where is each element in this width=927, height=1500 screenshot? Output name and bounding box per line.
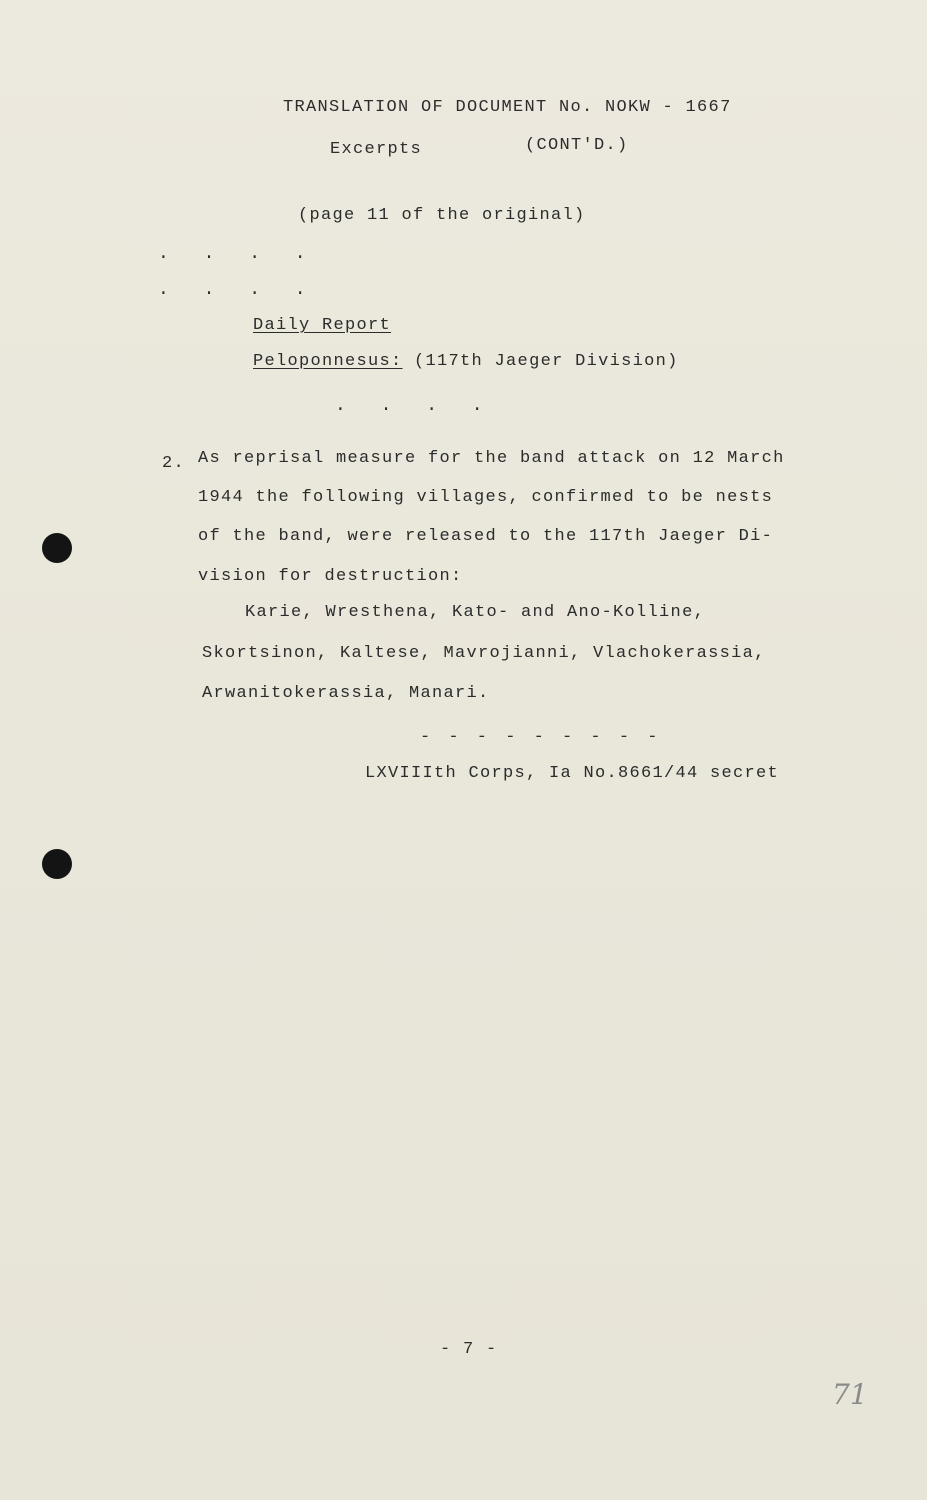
page-number: - 7 - [440, 1340, 498, 1359]
punch-hole [42, 849, 72, 879]
page-reference: (page 11 of the original) [298, 206, 586, 225]
document-title: TRANSLATION OF DOCUMENT No. NOKW - 1667 [283, 98, 732, 117]
paragraph-line: of the band, were released to the 117th Jaeger Di- [198, 527, 774, 546]
paragraph-line: As reprisal measure for the band attack on 12 March [198, 449, 785, 468]
village-line: Arwanitokerassia, Manari. [202, 684, 490, 703]
village-line: Skortsinon, Kaltese, Mavrojianni, Vlachokerassia, [202, 644, 766, 663]
paragraph-line: 1944 the following villages, confirmed to be nests [198, 488, 774, 507]
ellipsis-second: . . . . [158, 280, 318, 300]
handwritten-mark: 71 [832, 1378, 868, 1411]
report-region-line [253, 352, 679, 372]
report-unit: (117th Jaeger Division) [414, 352, 679, 371]
village-line: Karie, Wresthena, Kato- and Ano-Kolline, [245, 603, 706, 622]
report-region: Peloponnesus: [253, 352, 403, 371]
ellipsis-first: . . . . [158, 244, 318, 264]
continued-label: (CONT'D.) [525, 136, 629, 155]
source-reference: LXVIIIth Corps, Ia No.8661/44 secret [365, 764, 780, 783]
excerpts-label: Excerpts [330, 140, 423, 159]
separator-rule: - - - - - - - - - [420, 728, 662, 747]
punch-hole [42, 533, 72, 563]
paragraph-line: vision for destruction: [198, 567, 463, 586]
report-heading: Daily Report [253, 316, 392, 335]
ellipsis-third: . . . . [335, 396, 495, 416]
paragraph-number: 2. [162, 454, 186, 473]
